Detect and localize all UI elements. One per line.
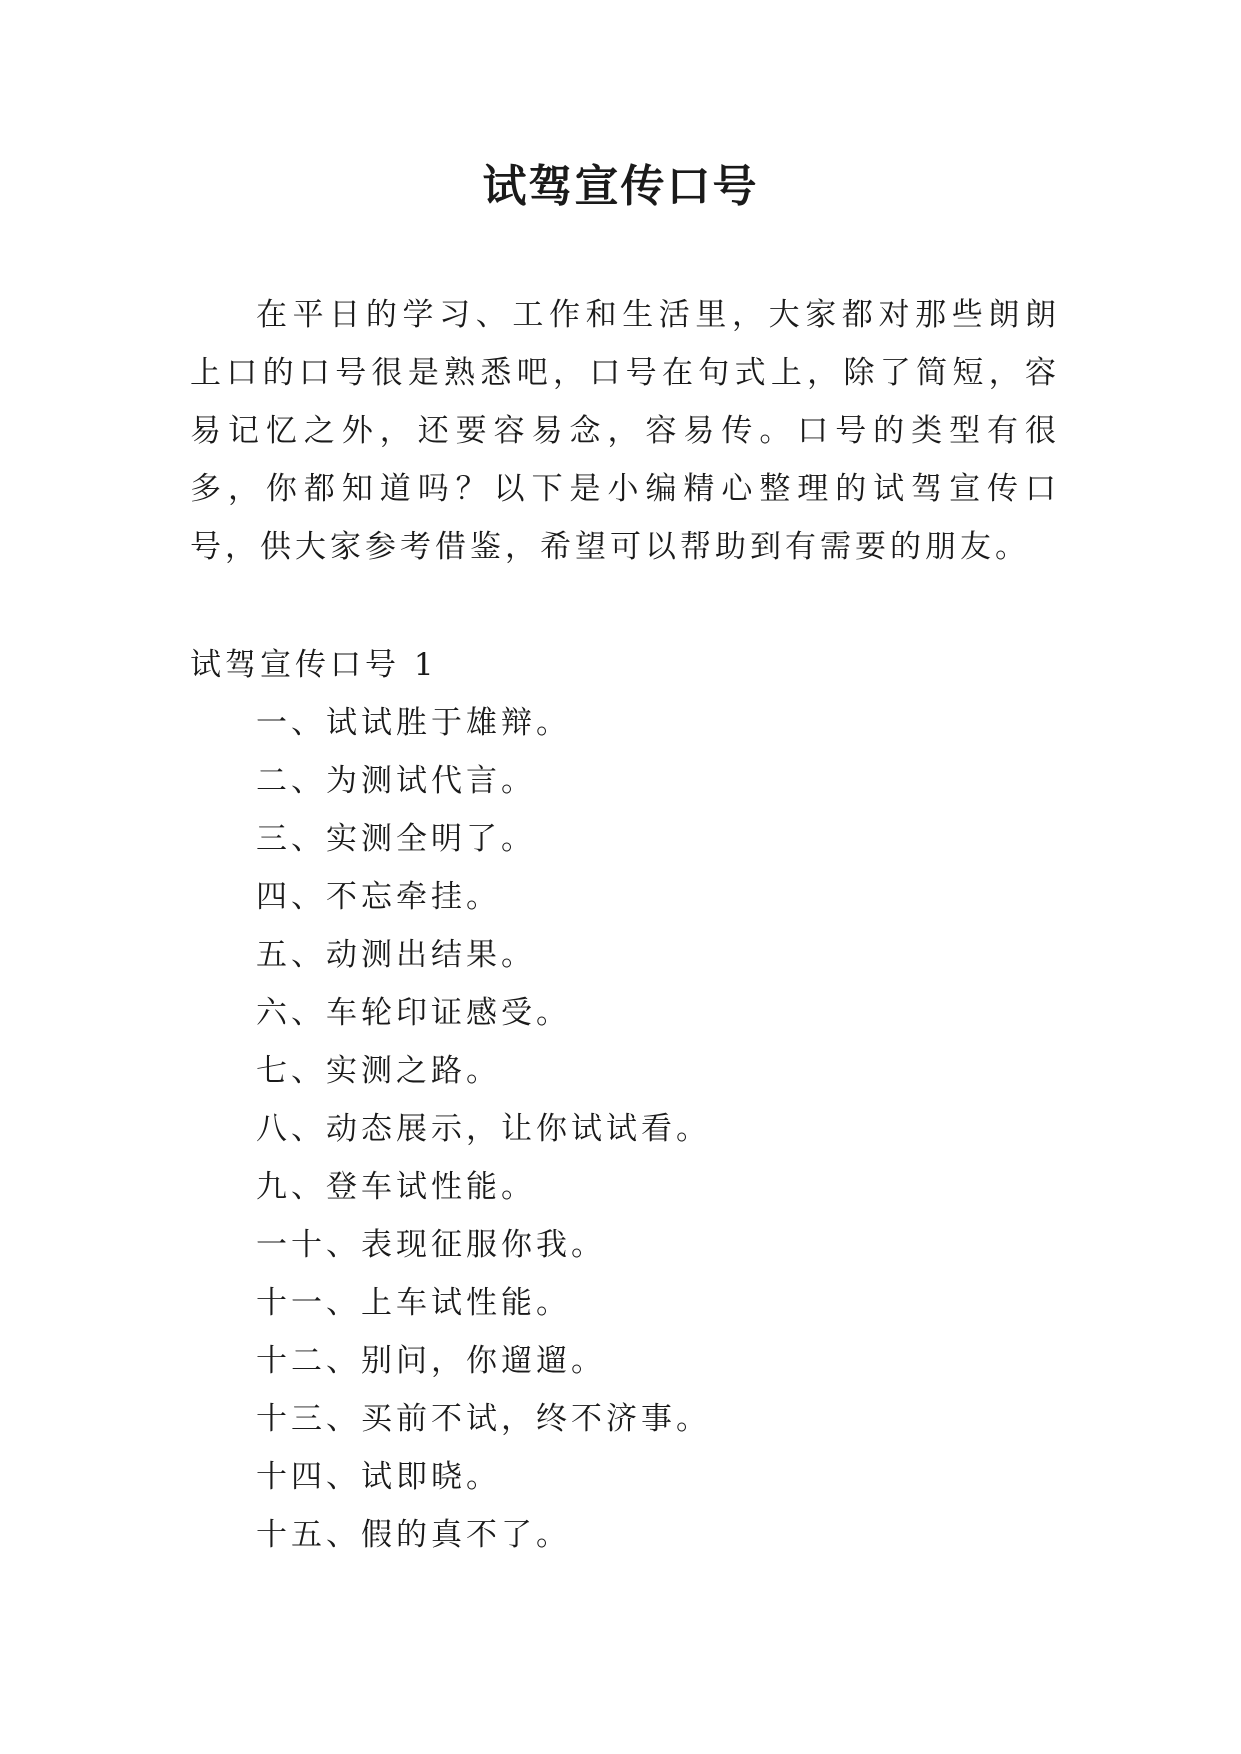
slogan-item: 三、实测全明了。 — [256, 821, 536, 857]
slogan-item: 七、实测之路。 — [256, 1053, 501, 1089]
slogan-item: 八、动态展示，让你试试看。 — [256, 1111, 711, 1147]
slogan-item: 十一、上车试性能。 — [256, 1285, 571, 1321]
slogan-item: 六、车轮印证感受。 — [256, 995, 571, 1031]
slogan-item: 一十、表现征服你我。 — [256, 1227, 606, 1263]
slogan-item: 五、动测出结果。 — [256, 937, 536, 973]
slogan-item: 十五、假的真不了。 — [256, 1517, 571, 1553]
document-title: 试驾宣传口号 — [482, 161, 759, 212]
slogan-item: 九、登车试性能。 — [256, 1169, 536, 1205]
section-heading: 试驾宣传口号 1 — [190, 647, 438, 683]
slogan-item: 二、为测试代言。 — [256, 763, 536, 799]
slogan-item: 四、不忘牵挂。 — [256, 879, 501, 915]
slogan-item: 十四、试即晓。 — [256, 1459, 501, 1495]
slogan-item: 一、试试胜于雄辩。 — [256, 705, 571, 741]
slogan-item: 十二、别问，你遛遛。 — [256, 1343, 606, 1379]
slogan-item: 十三、买前不试，终不济事。 — [256, 1401, 711, 1437]
slogan-list — [256, 694, 711, 1564]
intro-paragraph: 在平日的学习、工作和生活里，大家都对那些朗朗上口的口号很是熟悉吧，口号在句式上，除了简短，容易记忆之外，还要容易念，容易传。口号的类型有很多，你都知道吗？以下是小编精心整理的试驾宣传口号，供大家参考借鉴，希望可以帮助到有需要的朋友。 — [190, 297, 1060, 565]
